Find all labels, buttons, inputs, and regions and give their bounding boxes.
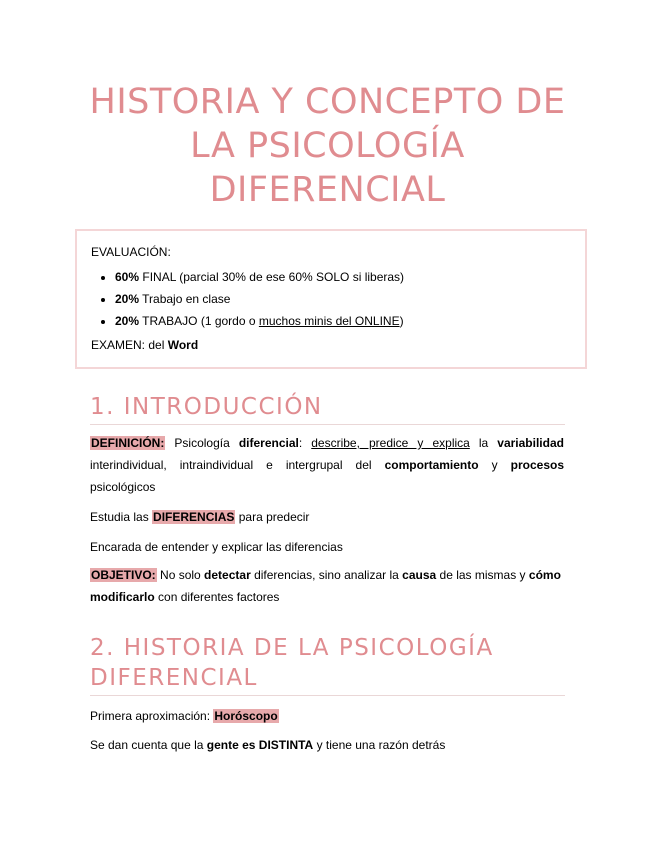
title-line: HISTORIA Y CONCEPTO DE	[89, 82, 566, 122]
title-line: LA PSICOLOGÍA	[190, 126, 465, 166]
focus-paragraph: Encarada de entender y explicar las diferencias	[90, 540, 343, 554]
studies-paragraph: Estudia las DIFERENCIAS para predecir	[90, 510, 310, 524]
objective-paragraph: OBJETIVO: No solo detectar diferencias, sino analizar la causa de las mismas y cómo modificarlo con diferentes factores	[90, 568, 561, 604]
title-line: DIFERENCIAL	[209, 170, 446, 210]
section-heading-historia: 2. HISTORIA DE LA PSICOLOGÍA DIFERENCIAL	[90, 633, 565, 696]
section-heading-introduccion: 1. INTRODUCCIÓN	[90, 392, 565, 425]
document-title	[60, 80, 595, 212]
definition-paragraph: DEFINICIÓN: Psicología diferencial: describe, predice y explica la variabilidad interindividual, intraindividual e intergrupal del comportamiento y procesos psicológicos	[90, 436, 564, 494]
evaluation-list	[91, 270, 585, 328]
first-approach-paragraph: Primera aproximación: Horóscopo	[90, 709, 278, 723]
exam-note: EXAMEN: del Word	[91, 338, 199, 352]
distinct-people-paragraph: Se dan cuenta que la gente es DISTINTA y tiene una razón detrás	[90, 738, 446, 752]
list-item: • 60% FINAL (parcial 30% de ese 60% SOLO si liberas)	[115, 270, 585, 284]
evaluation-box	[75, 229, 587, 369]
evaluation-heading: EVALUACIÓN:	[91, 245, 171, 259]
list-item: • 20% TRABAJO (1 gordo o muchos minis del ONLINE)	[115, 314, 585, 328]
list-item: • 20% Trabajo en clase	[115, 292, 585, 306]
